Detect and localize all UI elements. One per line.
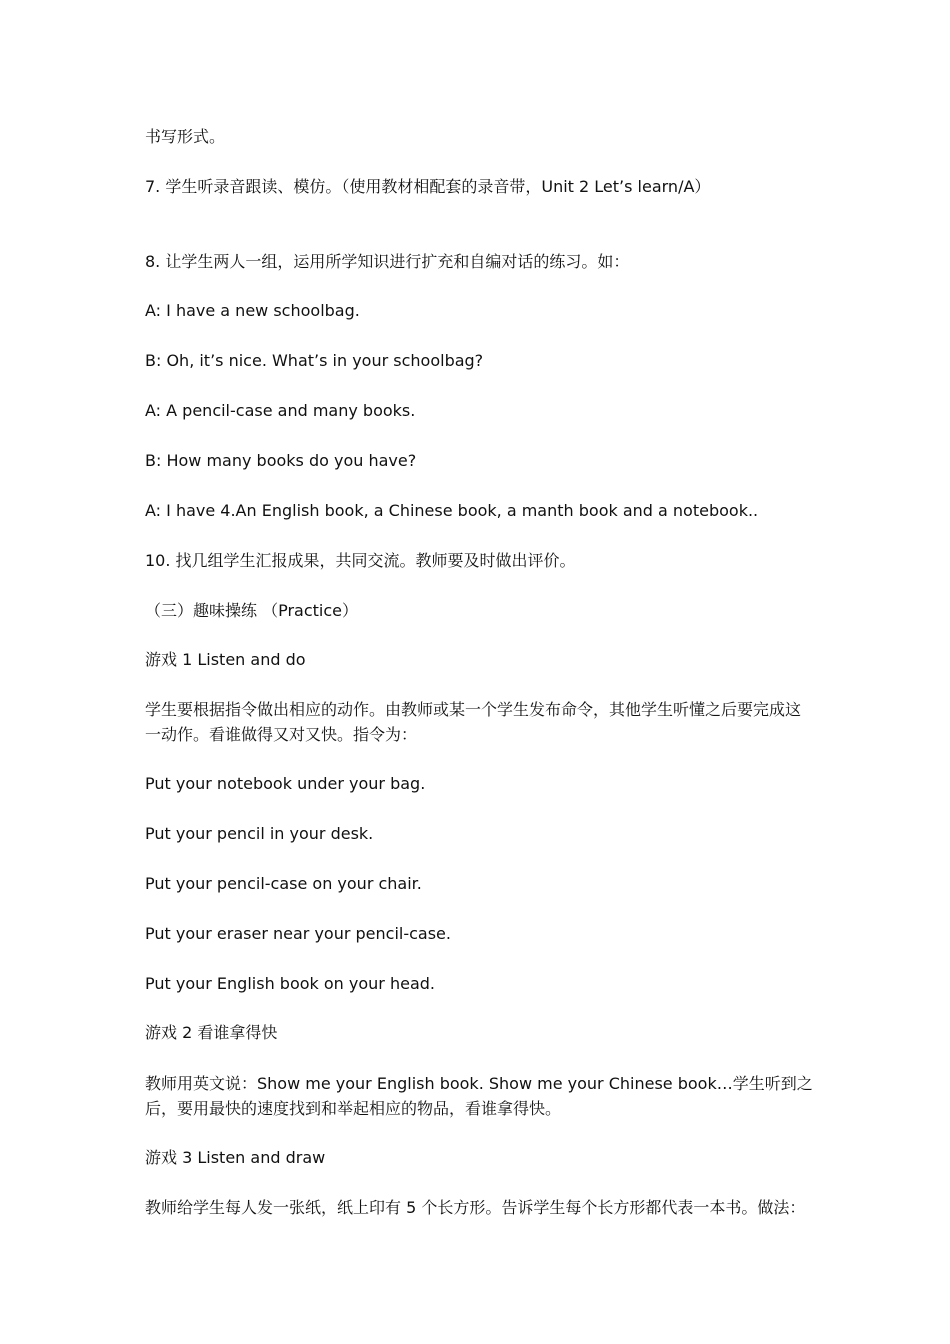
- dialogue-line-2: B: Oh, it’s nice. What’s in your schoolbag?: [145, 351, 484, 370]
- dialogue-line-3: A: A pencil-case and many books.: [145, 401, 416, 420]
- command-line-1: Put your notebook under your bag.: [145, 774, 426, 793]
- dialogue-line-4: B: How many books do you have?: [145, 451, 417, 470]
- command-line-2: Put your pencil in your desk.: [145, 824, 374, 843]
- dialogue-line-5: A: I have 4.An English book, a Chinese book, a manth book and a notebook..: [145, 501, 759, 520]
- command-line-5: Put your English book on your head.: [145, 974, 435, 993]
- game-3-heading: 游戏 3 Listen and draw: [145, 1148, 326, 1167]
- command-line-4: Put your eraser near your pencil-case.: [145, 924, 451, 943]
- command-line-3: Put your pencil-case on your chair.: [145, 874, 422, 893]
- game-1-description: 学生要根据指令做出相应的动作。由教师或某一个学生发布命令，其他学生听懂之后要完成这一动作。看谁做得又对又快。指令为：: [145, 700, 802, 744]
- step-8-pair-dialogue: 8. 让学生两人一组，运用所学知识进行扩充和自编对话的练习。如：: [145, 252, 630, 271]
- step-7-listen-repeat: 7. 学生听录音跟读、模仿。（使用教材相配套的录音带，Unit 2 Let’s learn/A）: [145, 177, 711, 196]
- game-2-description: 教师用英文说：Show me your English book. Show me your Chinese book…学生听到之后，要用最快的速度找到和举起相应的物品，看谁拿得快。: [145, 1074, 813, 1118]
- game-3-description: 教师给学生每人发一张纸，纸上印有 5 个长方形。告诉学生每个长方形都代表一本书。做法：: [145, 1198, 806, 1217]
- dialogue-line-1: A: I have a new schoolbag.: [145, 301, 360, 320]
- game-1-heading: 游戏 1 Listen and do: [145, 650, 306, 669]
- paragraph-writing-form: 书写形式。: [145, 127, 226, 146]
- game-2-heading: 游戏 2 看谁拿得快: [145, 1023, 278, 1042]
- section-heading-practice: （三）趣味操练 （Practice）: [145, 601, 358, 620]
- step-10-report: 10. 找几组学生汇报成果，共同交流。教师要及时做出评价。: [145, 551, 576, 570]
